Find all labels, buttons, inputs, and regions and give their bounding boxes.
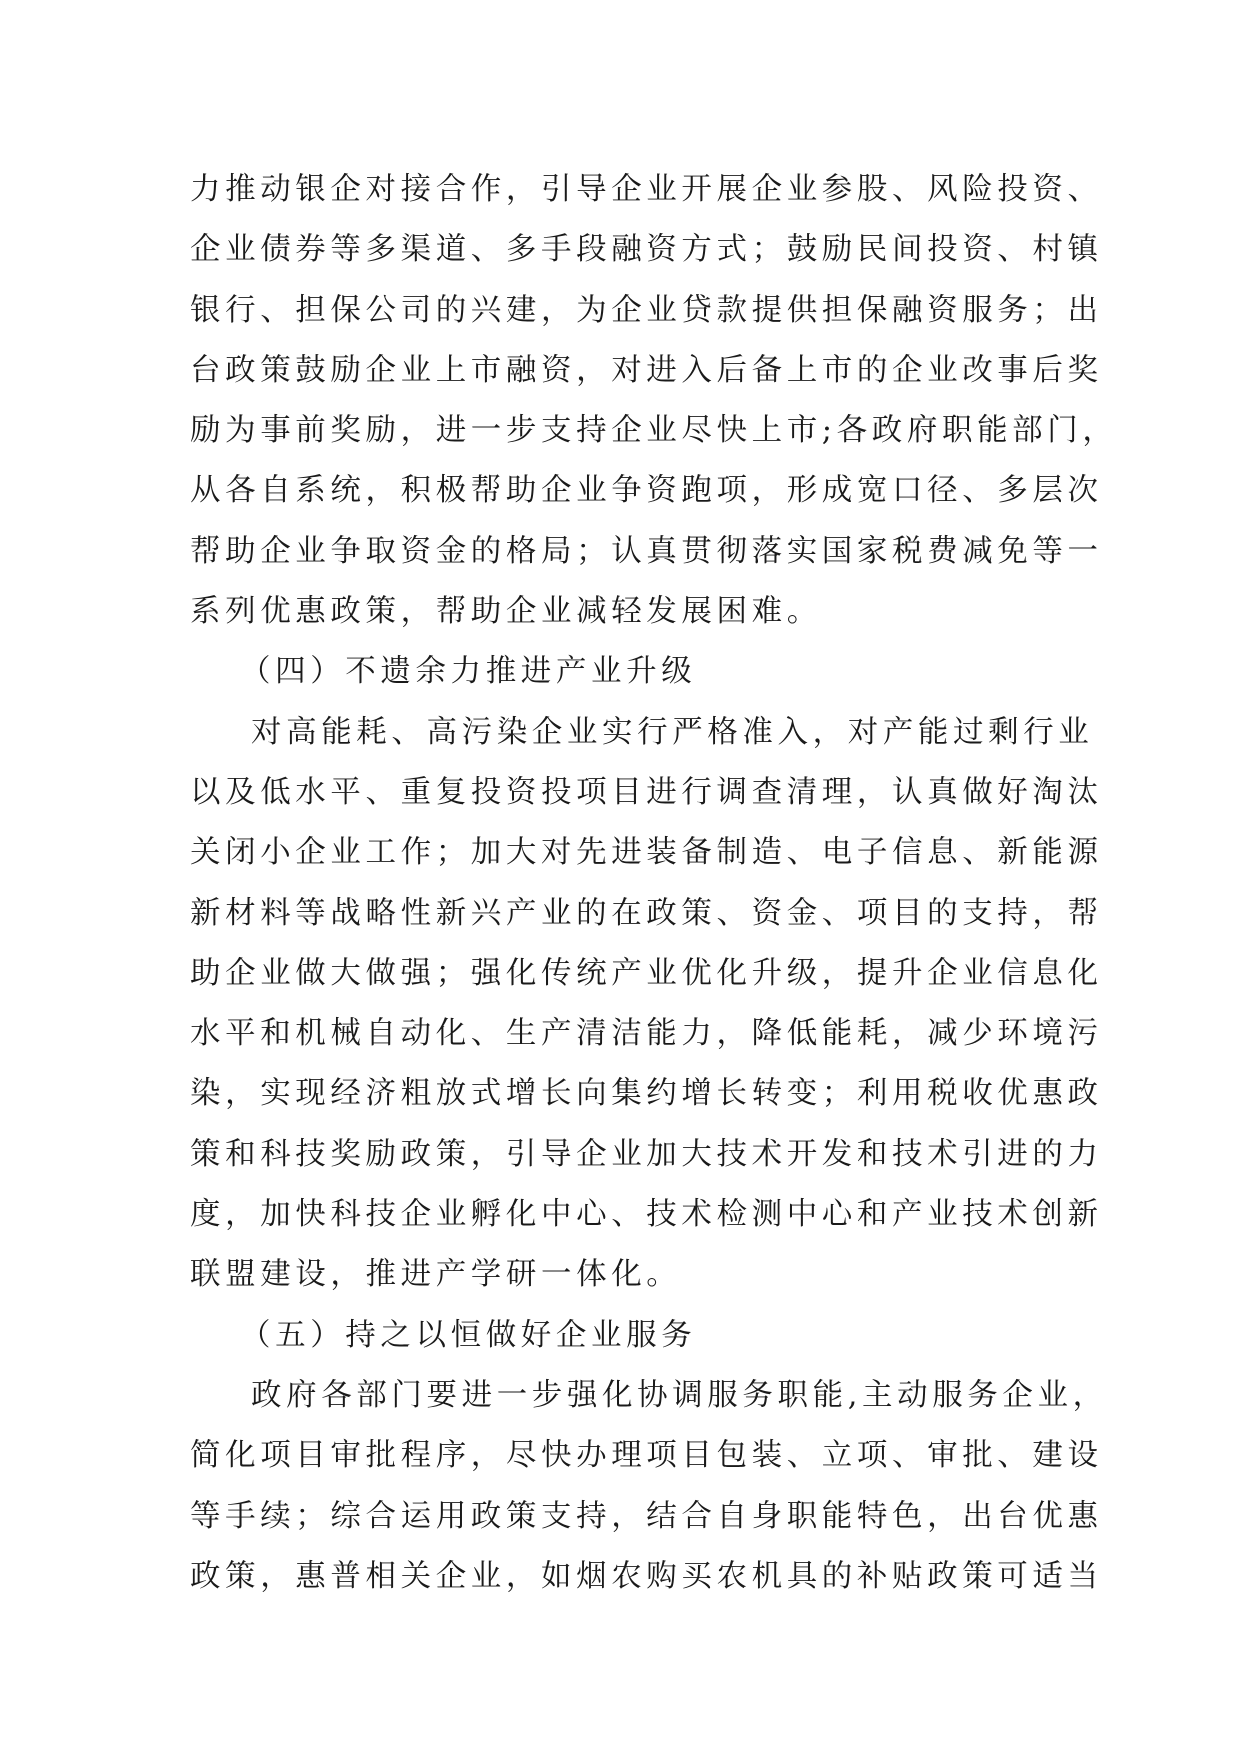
body-line: 企业债券等多渠道、多手段融资方式；鼓励民间投资、村镇 [190, 232, 1103, 268]
section-heading: （四）不遗余力推进产业升级 [240, 654, 697, 690]
body-line: 简化项目审批程序，尽快办理项目包装、立项、审批、建设 [190, 1438, 1103, 1474]
body-line: 系列优惠政策，帮助企业减轻发展困难。 [190, 594, 822, 630]
body-line: 联盟建设，推进产学研一体化。 [190, 1257, 682, 1293]
body-line: 水平和机械自动化、生产清洁能力，降低能耗，减少环境污 [190, 1016, 1103, 1052]
body-line: 银行、担保公司的兴建，为企业贷款提供担保融资服务；出 [190, 292, 1103, 328]
paragraph-first-line: 对高能耗、高污染企业实行严格准入，对产能过剩行业 [251, 714, 1094, 750]
body-line: 帮助企业争取资金的格局；认真贯彻落实国家税费减免等一 [190, 533, 1103, 569]
paragraph-first-line: 政府各部门要进一步强化协调服务职能,主动服务企业， [251, 1377, 1108, 1413]
body-line: 度，加快科技企业孵化中心、技术检测中心和产业技术创新 [190, 1197, 1103, 1233]
body-line: 力推动银企对接合作，引导企业开展企业参股、风险投资、 [190, 172, 1103, 207]
body-line: 政策，惠普相关企业，如烟农购买农机具的补贴政策可适当 [190, 1558, 1103, 1594]
body-line: 策和科技奖励政策，引导企业加大技术开发和技术引进的力 [190, 1136, 1103, 1172]
body-line: 助企业做大做强；强化传统产业优化升级，提升企业信息化 [190, 955, 1103, 991]
body-line: 关闭小企业工作；加大对先进装备制造、电子信息、新能源 [190, 835, 1103, 871]
body-line: 从各自系统，积极帮助企业争资跑项，形成宽口径、多层次 [190, 473, 1103, 509]
document-body [190, 160, 1118, 1607]
body-line: 台政策鼓励企业上市融资，对进入后备上市的企业改事后奖 [190, 352, 1103, 388]
body-line: 新材料等战略性新兴产业的在政策、资金、项目的支持，帮 [190, 895, 1103, 931]
body-line: 等手续；综合运用政策支持，结合自身职能特色，出台优惠 [190, 1498, 1103, 1534]
body-line: 以及低水平、重复投资投项目进行调查清理，认真做好淘汰 [190, 774, 1103, 810]
section-heading: （五）持之以恒做好企业服务 [240, 1317, 697, 1353]
body-line: 染，实现经济粗放式增长向集约增长转变；利用税收优惠政 [190, 1076, 1103, 1112]
body-line: 励为事前奖励，进一步支持企业尽快上市;各政府职能部门， [190, 413, 1118, 449]
